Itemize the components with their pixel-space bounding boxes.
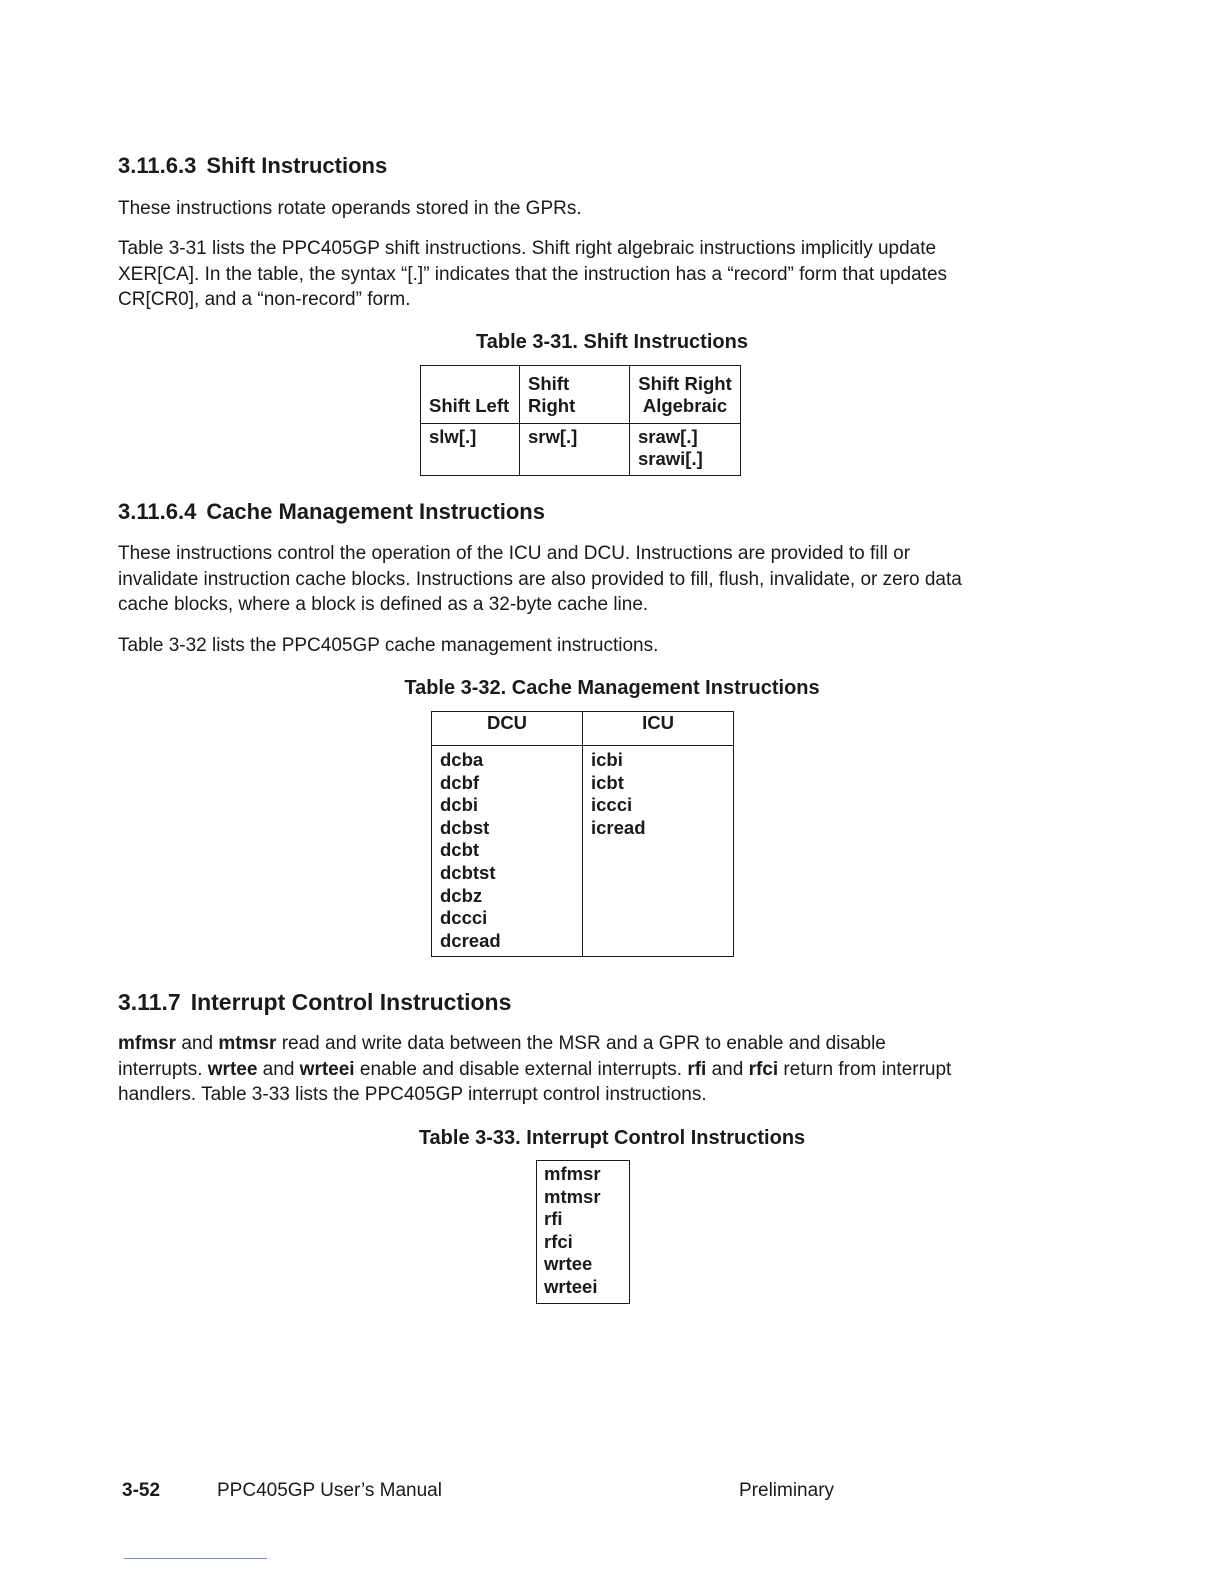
list-item: iccci — [591, 794, 633, 816]
table-caption: Table 3-31. Shift Instructions — [476, 331, 748, 353]
table-caption: Table 3-32. Cache Management Instructions — [404, 677, 820, 699]
list-item: dcbst — [440, 816, 490, 838]
table-header-row — [432, 712, 734, 746]
list-item: dcba — [440, 749, 484, 770]
section-heading-shift — [118, 153, 387, 179]
list-item: icbi — [591, 749, 623, 770]
interrupt-instruction-list — [537, 1161, 630, 1304]
list-item: rfi — [544, 1208, 563, 1230]
cache-management-table — [431, 711, 734, 957]
paragraph: Table 3-32 lists the PPC405GP cache management instructions. — [118, 635, 659, 656]
document-status: Preliminary — [739, 1480, 835, 1501]
interrupt-control-table — [536, 1160, 630, 1304]
list-item: icread — [591, 816, 646, 838]
paragraph: These instructions rotate operands stored in the GPRs. — [118, 198, 582, 219]
section-number: 3.11.6.4 — [118, 499, 197, 524]
list-item: dcbf — [440, 771, 480, 793]
paragraph: mfmsr and mtmsr read and write data between the MSR and a GPR to enable and disable interrupts. wrtee and wrteei enable and disable external interrupts. rfi and rfci return from interrupt handlers. Table 3-33 lists the PPC405GP interrupt control instructions. — [118, 1033, 952, 1105]
list-item: dccci — [440, 907, 488, 929]
icu-instruction-list — [583, 746, 734, 957]
section-title: Shift Instructions — [206, 153, 388, 178]
table-header-cell: Shift Left — [421, 366, 520, 424]
table-header-cell: ICU — [583, 712, 734, 746]
manual-title: PPC405GP User’s Manual — [217, 1480, 442, 1501]
list-item: dcbi — [440, 794, 479, 816]
list-item: dcbz — [440, 884, 483, 906]
section-title: Cache Management Instructions — [206, 499, 545, 524]
table-cell: slw[.] — [421, 424, 520, 476]
list-item: mfmsr — [544, 1163, 601, 1184]
table-caption: Table 3-33. Interrupt Control Instructions — [418, 1127, 806, 1149]
section-title: Interrupt Control Instructions — [190, 989, 512, 1015]
paragraph: Table 3-31 lists the PPC405GP shift instructions. Shift right algebraic instructions implicitly update XER[CA]. In the table, the syntax “[.]” indicates that the instruction has a “record” form that updates CR[CR0], and a “non-record” form. — [118, 238, 948, 310]
list-item: dcread — [440, 929, 501, 951]
list-item: dcbtst — [440, 861, 496, 883]
table-row — [421, 424, 741, 476]
list-item: rfci — [544, 1230, 573, 1252]
table-header-cell: Shift Right Algebraic — [630, 366, 741, 424]
table-cell: srw[.] — [520, 424, 630, 476]
paragraph: These instructions control the operation of the ICU and DCU. Instructions are provided to fill or invalidate instruction cache blocks. Instructions are also provided to fill, flush, invalidate, or zero data cache blocks, where a block is defined as a 32-byte cache line. — [118, 543, 962, 615]
dcu-instruction-list — [432, 746, 583, 957]
list-item: mtmsr — [544, 1185, 601, 1207]
table-row — [537, 1161, 630, 1304]
footer-rule — [124, 1558, 267, 1559]
section-number: 3.11.7 — [118, 989, 181, 1015]
table-cell: sraw[.] srawi[.] — [630, 424, 741, 476]
list-item: wrteei — [544, 1275, 598, 1297]
list-item: dcbt — [440, 839, 480, 861]
section-heading-cache — [118, 499, 545, 525]
list-item: wrtee — [544, 1253, 593, 1275]
list-item: icbt — [591, 771, 624, 793]
section-number: 3.11.6.3 — [118, 153, 197, 178]
table-header-row — [421, 366, 741, 424]
section-heading-interrupt — [118, 989, 511, 1016]
table-header-cell: Shift Right — [520, 366, 630, 424]
table-row — [432, 746, 734, 957]
shift-instructions-table — [420, 365, 741, 476]
page-number: 3-52 — [122, 1480, 161, 1501]
table-header-cell: DCU — [432, 712, 583, 746]
